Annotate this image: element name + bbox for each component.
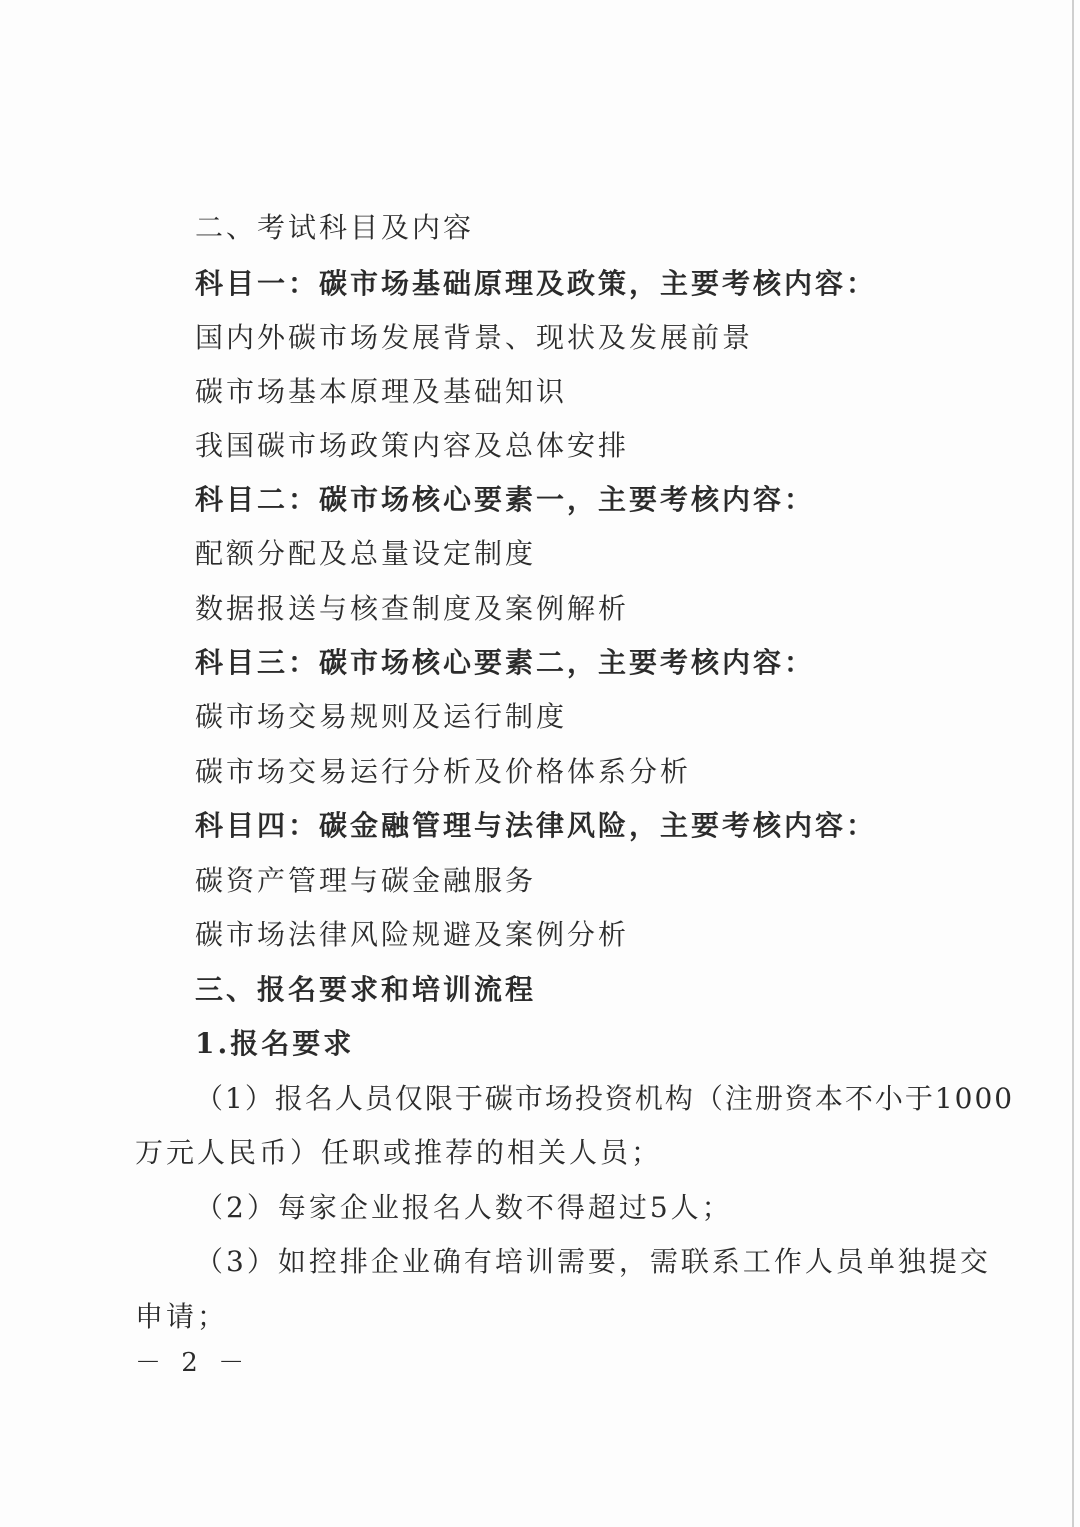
subject-1-item-1: 国内外碳市场发展背景、现状及发展前景	[195, 321, 754, 354]
subject-4-item-1: 碳资产管理与碳金融服务	[195, 864, 537, 897]
requirement-2: （2）每家企业报名人数不得超过5人；	[195, 1191, 733, 1224]
subject-2-title: 科目二：碳市场核心要素一，主要考核内容：	[195, 483, 816, 516]
requirement-1-line-1: （1）报名人员仅限于碳市场投资机构（注册资本不小于1000	[195, 1082, 1015, 1115]
requirement-3-line-1: （3）如控排企业确有培训需要，需联系工作人员单独提交	[195, 1245, 991, 1278]
requirement-3-line-2: 申请；	[135, 1300, 229, 1333]
subject-3-title: 科目三：碳市场核心要素二，主要考核内容：	[195, 646, 816, 679]
subject-4-title: 科目四：碳金融管理与法律风险，主要考核内容：	[195, 809, 878, 842]
subject-1-item-3: 我国碳市场政策内容及总体安排	[195, 429, 630, 462]
sub-heading-registration: 1.报名要求	[195, 1027, 355, 1060]
subject-3-item-2: 碳市场交易运行分析及价格体系分析	[195, 755, 692, 788]
subject-1-item-2: 碳市场基本原理及基础知识	[195, 375, 568, 408]
subject-3-item-1: 碳市场交易规则及运行制度	[195, 700, 568, 733]
page-number: － 2 －	[135, 1348, 251, 1378]
page-edge	[1072, 0, 1074, 1527]
subject-4-item-2: 碳市场法律风险规避及案例分析	[195, 918, 630, 951]
requirement-1-line-2: 万元人民币）任职或推荐的相关人员；	[135, 1136, 663, 1169]
section-heading-2: 二、考试科目及内容	[195, 211, 475, 244]
subject-1-title: 科目一：碳市场基础原理及政策，主要考核内容：	[195, 267, 878, 300]
subject-2-item-1: 配额分配及总量设定制度	[195, 537, 537, 570]
subject-2-item-2: 数据报送与核查制度及案例解析	[195, 592, 630, 625]
section-heading-3: 三、报名要求和培训流程	[195, 973, 537, 1006]
